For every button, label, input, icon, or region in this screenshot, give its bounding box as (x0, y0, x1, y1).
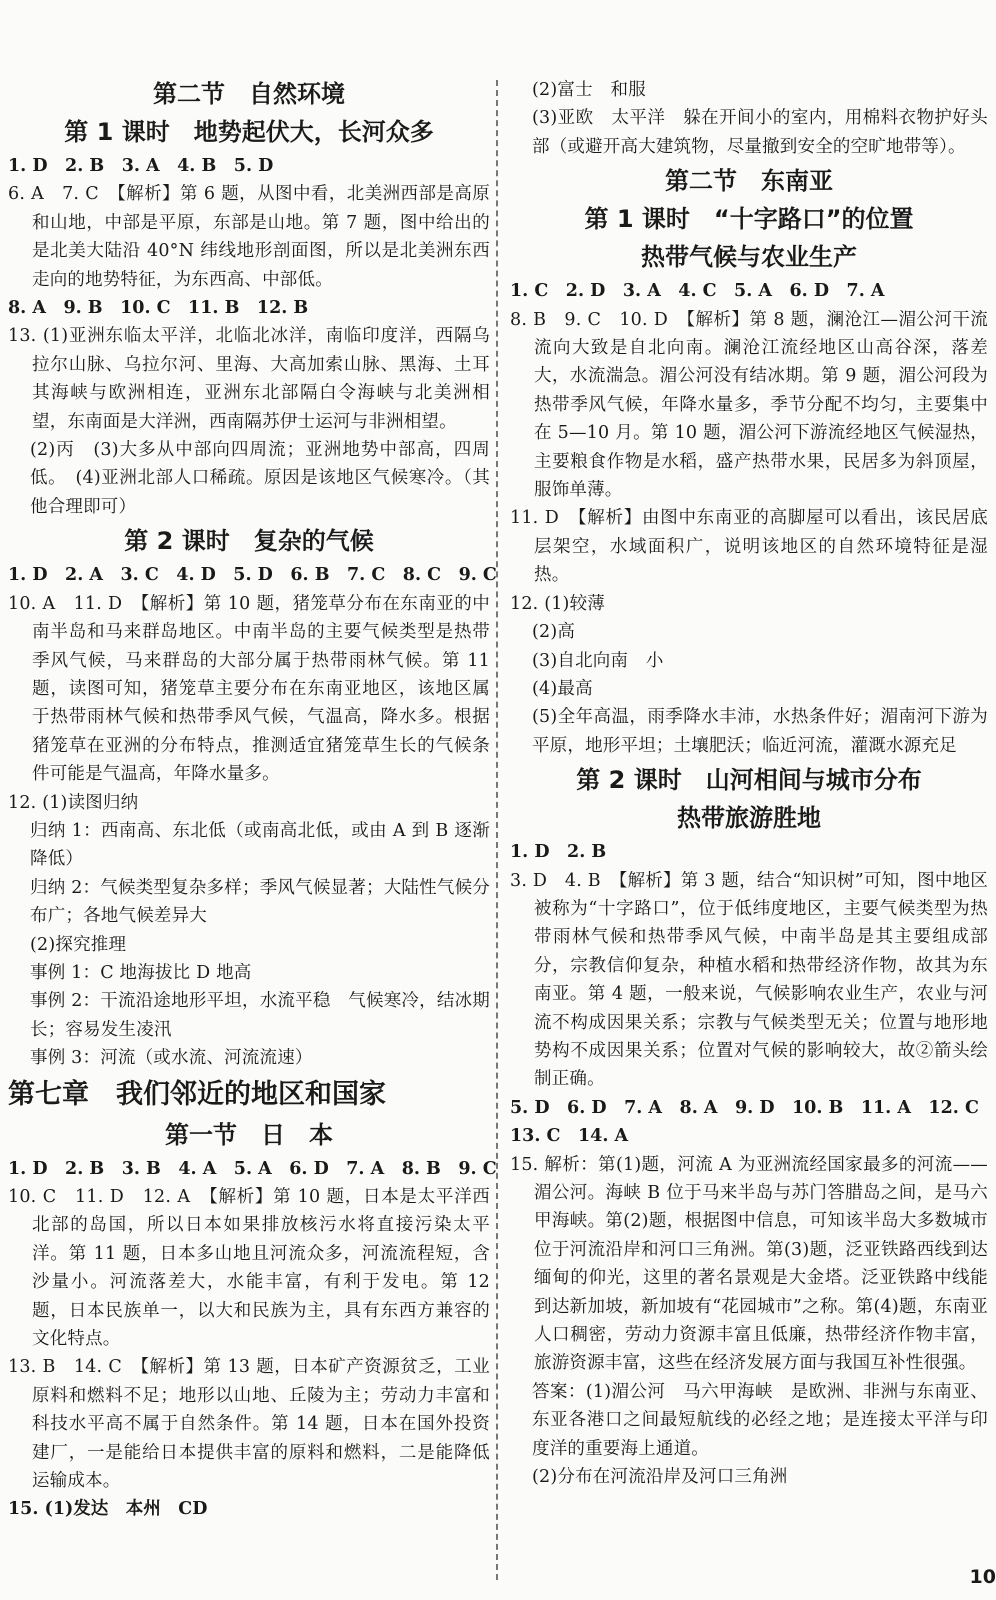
answer-explanation: 11. D 【解析】由图中东南亚的高脚屋可以看出，该民居底层架空，水域面积广，说明该地区的自然环境特征是湿热。 (510, 508, 988, 586)
answer-row: 1. C 2. D 3. A 4. C 5. A 6. D 7. A (510, 281, 885, 302)
section-title: 第二节 东南亚 (665, 167, 833, 196)
lesson-subtitle: 热带旅游胜地 (677, 804, 821, 833)
answer-row: 8. A 9. B 10. C 11. B 12. B (8, 298, 309, 319)
answer-line: 事例 3：河流（或水流、河流流速） (30, 1048, 313, 1069)
answer-line: (2)富士 和服 (532, 80, 646, 100)
answer-explanation: (2)丙 (3)大多从中部向四周流；亚洲地势中部高，四周低。 (4)亚洲北部人口稀疏。原因是该地区气候寒冷。（其他合理即可） (30, 440, 490, 517)
left-column (8, 74, 497, 1524)
answer-line: 12. (1)较薄 (510, 593, 605, 614)
answer-explanation: 15. 解析：第(1)题，河流 A 为亚洲流经国家最多的河流——湄公河。海峡 B 位于马来半岛与苏门答腊岛之间，是马六甲海峡。第(2)题，根据图中信息，可知该半岛大多数城市位于河流沿岸和河口三角洲。第(3)题，泛亚铁路西线到达缅甸的仰光，这里的著名景观是大金塔。泛亚铁路中线能到达新加坡，新加坡有“花园城市”之称。第(4)题，东南亚人口稠密，劳动力资源丰富且低廉，热带经济作物丰富，旅游资源丰富，这些在经济发展方面与我国互补性很强。 (510, 1154, 988, 1374)
answer-row: 1. D 2. B (510, 842, 607, 863)
answer-line: (2)分布在河流沿岸及河口三角洲 (532, 1467, 788, 1488)
answer-row: 13. C 14. A (510, 1126, 629, 1147)
answer-row: 15. (1)发达 本州 CD (8, 1499, 208, 1520)
answer-line: (4)最高 (532, 678, 593, 699)
section-title: 第一节 日 本 (165, 1120, 333, 1149)
answer-explanation: 13. (1)亚洲东临太平洋，北临北冰洋，南临印度洋，西隔乌拉尔山脉、乌拉尔河、里海、大高加索山脉、黑海、土耳其海峡与欧洲相连，亚洲东北部隔白令海峡与北美洲相望，东南面是大洋洲，西南隔苏伊士运河与非洲相望。 (8, 326, 490, 432)
answer-explanation: 13. B 14. C 【解析】第 13 题，日本矿产资源贫乏，工业原料和燃料不足；地形以山地、丘陵为主；劳动力丰富和科技水平高不属于自然条件。第 14 题，日本在国外投资建厂，一是能给日本提供丰富的原料和燃料，二是能降低运输成本。 (8, 1357, 490, 1492)
answer-line: 归纳 2：气候类型复杂多样；季风气候显著；大陆性气候分布广；各地气候差异大 (30, 877, 490, 927)
answer-explanation: 3. D 4. B 【解析】第 3 题，结合“知识树”可知，图中地区被称为“十字路口”，位于低纬度地区，主要气候类型为热带雨林气候和热带季风气候，中南半岛是其主要组成部分，宗教信仰复杂，种植水稻和热带经济作物，故其为东南亚。第 4 题，一般来说，气候影响农业生产，农业与河流不构成因果关系；宗教与气候类型无关；位置与地形地势构不成因果关系；位置对气候的影响较大，故②箭头绘制正确。 (510, 870, 988, 1090)
answer-explanation: 答案：(1)湄公河 马六甲海峡 是欧洲、非洲与东南亚、东亚各港口之间最短航线的必经之地；是连接太平洋与印度洋的重要海上通道。 (532, 1381, 988, 1459)
answer-explanation: 6. A 7. C 【解析】第 6 题，从图中看，北美洲西部是高原和山地，中部是平原，东部是山地。第 7 题，图中给出的是北美大陆沿 40°N 纬线地形剖面图，所以是北美洲东西走向的地势特征，为东西高、中部低。 (8, 184, 490, 290)
lesson-title: 第 2 课时 山河相间与城市分布 (576, 766, 922, 795)
answer-explanation: 8. B 9. C 10. D 【解析】第 8 题，澜沧江—湄公河干流流向大致是自北向南。澜沧江流经地区山高谷深，落差大，水流湍急。湄公河没有结冰期。第 9 题，湄公河段为热带季风气候，年降水量多，季节分配不均匀，主要集中在 5—10 月。第 10 题，湄公河下游流经地区气候湿热，主要粮食作物是水稻，盛产热带水果，民居多为斜顶屋，服饰单薄。 (510, 309, 988, 501)
right-column (510, 76, 988, 1491)
answer-line: (3)自北向南 小 (532, 650, 664, 671)
answer-explanation: 10. C 11. D 12. A 【解析】第 10 题，日本是太平洋西北部的岛国，所以日本如果排放核污水将直接污染太平洋。第 11 题，日本多山地且河流众多，河流流程短，含沙量小。河流落差大，水能丰富，有利于发电。第 12 题，日本民族单一，以大和民族为主，具有东西方兼容的文化特点。 (8, 1187, 490, 1350)
answer-line: 归纳 1：西南高、东北低（或南高北低，或由 A 到 B 逐渐降低） (30, 820, 490, 870)
answer-explanation: (5)全年高温，雨季降水丰沛，水热条件好；湄南河下游为平原，地形平坦；土壤肥沃；临近河流，灌溉水源充足 (532, 707, 988, 756)
column-divider (496, 80, 498, 1580)
answer-row: 1. D 2. A 3. C 4. D 5. D 6. B 7. C 8. C 9. C (8, 565, 497, 586)
answer-line: 事例 2：干流沿途地形平坦，水流平稳 气候寒冷，结冰期长；容易发生凌汛 (30, 991, 490, 1040)
answer-explanation: (3)亚欧 太平洋 躲在开间小的室内，用棉料衣物护好头部（或避开高大建筑物，尽量撤到安全的空旷地带等）。 (532, 108, 988, 157)
page-number: 10 (969, 1566, 996, 1588)
answer-line: 事例 1：C 地海拔比 D 地高 (30, 962, 252, 983)
answer-line: (2)高 (532, 622, 576, 643)
lesson-title: 第 1 课时 “十字路口”的位置 (584, 205, 914, 234)
section-title: 第二节 自然环境 (153, 80, 345, 108)
lesson-title: 第 1 课时 地势起伏大，长河众多 (64, 118, 434, 146)
answer-row: 5. D 6. D 7. A 8. A 9. D 10. B 11. A 12. C (510, 1097, 979, 1118)
chapter-title: 第七章 我们邻近的地区和国家 (8, 1078, 386, 1110)
answer-row: 1. D 2. B 3. B 4. A 5. A 6. D 7. A 8. B 9. C (8, 1158, 497, 1179)
answer-row: 1. D 2. B 3. A 4. B 5. D (8, 156, 274, 176)
lesson-title: 第 2 课时 复杂的气候 (124, 527, 374, 556)
answer-explanation: 10. A 11. D 【解析】第 10 题，猪笼草分布在东南亚的中南半岛和马来群岛地区。中南半岛的主要气候类型是热带季风气候，马来群岛的大部分属于热带雨林气候。第 11 题，读图可知，猪笼草主要分布在东南亚地区，该地区属于热带雨林气候和热带季风气候，气温高，降水多。根据猪笼草在亚洲的分布特点，推测适宜猪笼草生长的气候条件可能是气温高，年降水量多。 (8, 593, 490, 785)
answer-line: (2)探究推理 (30, 934, 127, 955)
answer-line: 12. (1)读图归纳 (8, 792, 139, 813)
lesson-subtitle: 热带气候与农业生产 (641, 243, 857, 272)
